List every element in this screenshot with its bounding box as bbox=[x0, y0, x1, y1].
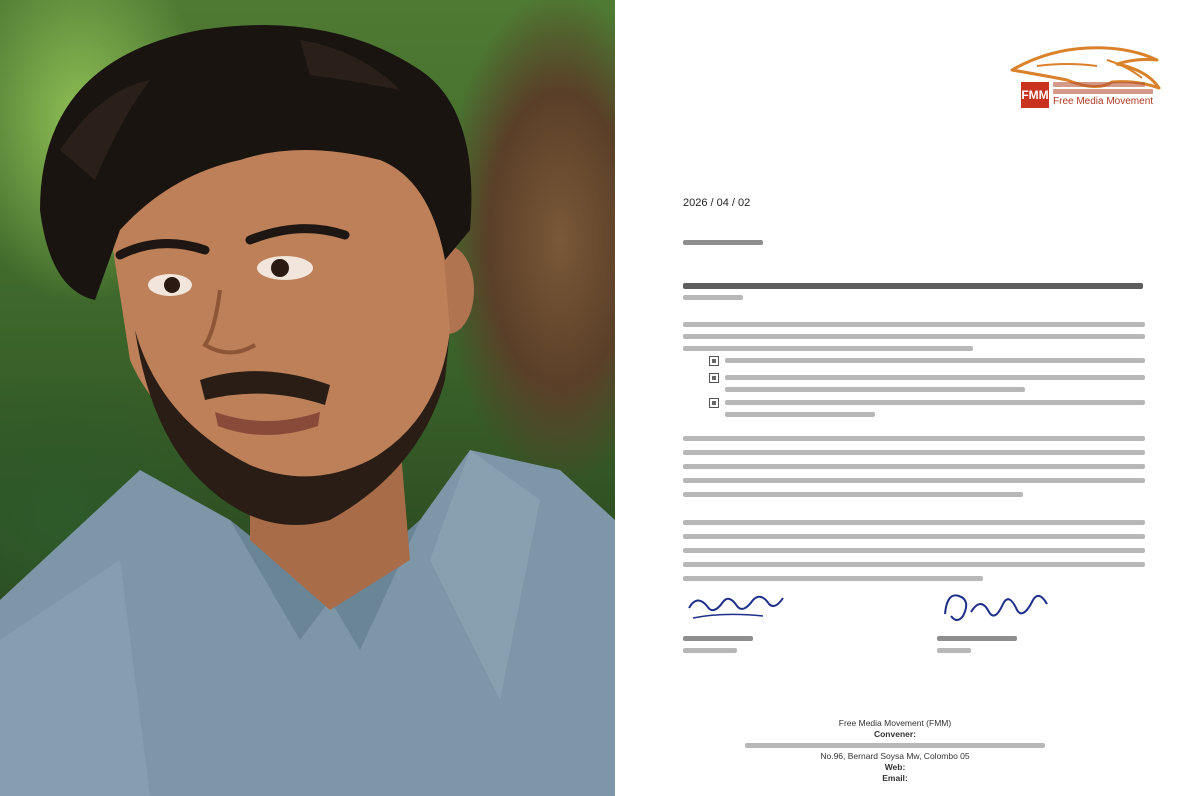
document-line bbox=[725, 375, 1145, 380]
document-line bbox=[683, 322, 1145, 327]
document-line bbox=[725, 358, 1145, 363]
bullet-box-icon bbox=[709, 373, 719, 383]
document-line bbox=[683, 346, 973, 351]
fmm-logo-mark: FMM bbox=[1021, 82, 1049, 108]
signature-right bbox=[937, 582, 1057, 628]
press-release-document bbox=[615, 0, 1198, 796]
signatory-line bbox=[937, 636, 1017, 641]
organisation-wordmark bbox=[1053, 80, 1173, 108]
footer-web-label: Web: bbox=[884, 762, 906, 772]
footer-address: No.96, Bernard Soysa Mw, Colombo 05 bbox=[820, 751, 970, 761]
document-line bbox=[725, 400, 1145, 405]
document-line bbox=[683, 283, 1143, 289]
bullet-box-icon bbox=[709, 398, 719, 408]
footer-email-label: Email: bbox=[882, 773, 908, 783]
document-line bbox=[683, 295, 743, 300]
document-date: 2026 / 04 / 02 bbox=[683, 197, 751, 209]
signatory-line bbox=[937, 648, 971, 653]
organisation-name-en: Free Media Movement bbox=[1053, 96, 1154, 107]
signatory-line bbox=[683, 636, 753, 641]
footer-email bbox=[715, 773, 1075, 784]
footer-web bbox=[715, 762, 1075, 773]
document-line bbox=[683, 240, 763, 245]
footer-line bbox=[745, 743, 1045, 748]
footer-contacts bbox=[715, 729, 1075, 740]
document-line bbox=[683, 334, 1145, 339]
document-line bbox=[725, 387, 1025, 392]
signature-left bbox=[683, 588, 793, 628]
footer-convener-label: Convener: bbox=[873, 729, 917, 739]
bullet-box-icon bbox=[709, 356, 719, 366]
signatory-line bbox=[683, 648, 737, 653]
document-line bbox=[725, 412, 875, 417]
document-footer bbox=[715, 718, 1075, 784]
footer-org: Free Media Movement (FMM) bbox=[838, 718, 952, 728]
